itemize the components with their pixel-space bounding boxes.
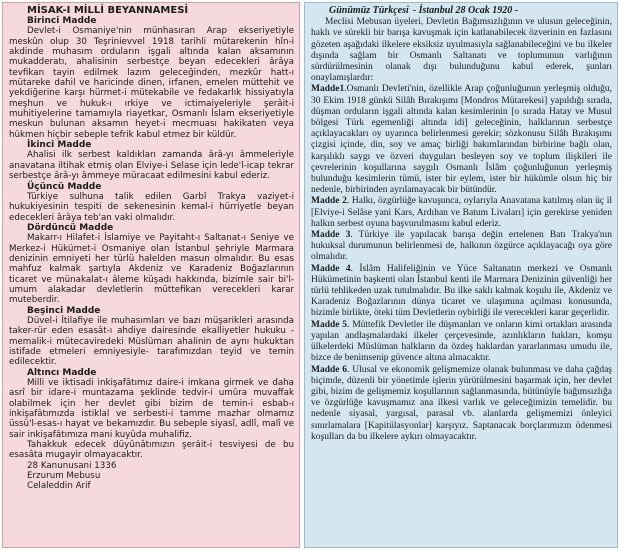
article-paragraph: Makarr-ı Hilafet-i İslamiye ve Payitaht-ı Saltanat-ı Seniye ve Merkez-i Hükümet-i Osmaniye olan İstanbul şehriyle Marmara denizinin emniyeti her türlü halelden masun olmalıdır. Bu esas mahfuz kalmak şartıyla Akdeniz ve Karadeniz Boğazlarının ticaret ve münakalat-ı âleme küşadı hakkında, bizimle sair bi'l-umum alakadar devletlerin müttefikan verecekleri karar muteberdir.	[9, 233, 294, 306]
article-paragraph: Düvel-i İtilafiye ile muhasımları ve bazı müşarikleri arasında taker-rür eden esasât-ı ahdiye dairesinde ekalliyetler hukuku -memalik-i mütecaviredeki Müslüman ahalinin de aynı hukuktan istifade etmeleri emniyesiyle- tarafımızdan teyid ve temin edilecektir.	[9, 315, 294, 368]
article-paragraph: Ahalisi ilk serbest kaldıkları zamanda ârâ-yı âmmeleriyle anavatana iltihak etmiş olan Elviye-i Selase için lede'l-icap tekrar serbestçe ârâ-yı âmmeye müracaat edilmesini kabul ederiz.	[9, 150, 294, 182]
article-paragraph	[311, 230, 612, 264]
article-heading: Beşinci Madde	[27, 305, 101, 316]
article-paragraph: Tahakkuk edecek düyûnâtımızın şerâit-i tesviyesi de bu esasâta mugayir olmayacaktır.	[9, 440, 294, 461]
article-label: Madde 2	[311, 196, 347, 207]
article-paragraph: Türkiye sulhuna talik edilen Garbî Trakya vaziyet-i hukukiyesinin tespiti de sekenesinin kemal-i hürriyetle beyan edecekleri ârâya teb'an vaki olmalıdır.	[9, 191, 294, 223]
translation-date: - İstanbul 28 Ocak 1920 -	[412, 5, 519, 16]
intro-paragraph: Meclisi Mebusan üyeleri, Devletin Bağımsızlığının ve ulusun geleceğinin, haklı ve sürekli bir barışa kavuşmak için katlanabilecek özverinin en fazlasını gözeten aşağıdaki ilkelere eksiksiz uyulmasıyla sağlanabileceğini ve bu ilkeler dışında sağlam bir Osmanlı Saltanatı ve toplumunun varlığının sürdürülmesinin olanak dışı bulunduğunu kabul ederek, şunları onaylamışlardır:	[311, 17, 612, 84]
article-text: . İslâm Halifeliğinin ve Yüce Saltanatın merkezi ve Osmanlı Hükümetinin başkenti olan İstanbul kenti ile Marmara Denizinin güvenliği her türlü tehlikeden uzak tutulmalıdır. Bu ilke saklı kalmak koşulu ile, Akdeniz ve Karadeniz Boğazlarının dünya ticaret ve ulaşımına açılması konusunda, bizimle birlikte, öteki tüm Devletlerin oybirliği ile verecekleri karar geçerlidir.	[311, 263, 612, 319]
article-heading: Üçüncü Madde	[27, 181, 102, 192]
article-text: . Ulusal ve ekonomik gelişmemize olanak bulunması ve daha çağdaş biçimde, düzenli bir yönetimle işlerin yürütülmesini başarmak için, her devlet gibi, bizim de gelişmemiz koşullarının sağlanmasında, bütünüyle bağımsızlığa ve özgürlüğe kavuşmamız ana ilkesi varlık ve geleceğimizin temelidir. bu nedenle siyasal, yargısal, parasal vb. alanlarda gelişmemizi önleyici sınırlamalara [Kapitülasyonlar] karşıyız. Saptanacak borçlarımızın ödenmesi koşulları da bu ilkelere aykırı olmayacaktır.	[311, 364, 612, 442]
article-label: Madde1	[311, 84, 345, 95]
article-text: . Türkiye ile yapılacak barışa değin ertelenen Batı Trakya'nın hukuksal durumunun belirlenmesi de, halkının özgürce açıklayacağı oya göre olmalıdır.	[311, 230, 613, 263]
article-label: Madde 6	[311, 364, 348, 375]
article-paragraph: Milli ve iktisadi inkişafâtımız daire-i imkana girmek ve daha asrî bir idare-i muntazama şeklinde tedvir-i umûra muvaffak olabilmek için her devlet gibi bizim de temin-i esbab-ı inkişafâtımızda istiklal ve serbesti-i tamme mazhar olmamız üssü'l-esas-ı hayat ve bekamızdır. Bu sebeple siyasî, adlî, malî ve sair inkişafâtımıza mani kuyûda muhalifiz.	[9, 378, 294, 440]
article-text: .Osmanlı Devleti'nin, özellikle Arap çoğunluğunun yerleşmiş olduğu, 30 Ekim 1918 günkü Silâh Bırakışımı [Mondros Mütarekesi] yapıldığı sırada, düşman orduların işgali altında kalan kesimlerinin [o sırada Hatay ve Musul bölgesi Türk egemenliği altında idi] geleceğinin, halklarının serbestçe açıklayacakları oy uyarınca belirlenmesi gerekir; sözkonusu Silâh Bırakışımı çizgisi içinde, din, soy ve amaç birliği bakımlarından birbirine bağlı olan, karşılıklı saygı ve özveri duyguları besleyen soy ve toplum ilişkileri ile çevrelerinin koşullarına saygılı Osmanlı İslâm çoğunluğunun yerleşmiş bulunduğu kesimlerin tümü, ister bir eylem, ister bir hükümle olsun hiç bir nedenle, birbirinden ayrılamayacak bir bütündür.	[311, 84, 612, 196]
signature-date: 28 Kanunusani 1336	[27, 460, 117, 471]
article-paragraph	[311, 84, 612, 196]
modern-turkish-column	[304, 2, 618, 548]
ottoman-text-column	[2, 2, 300, 548]
article-text: . Halkı, özgürlüğe kavuşunca, oylarıyla Anavatana katılmış olan üç il [Elviye-i Selâse yani Kars, Ardıhan ve Batum Livaları] için gerekirse yeniden halkın serbest oyuna başvurulmasını kabul ederiz.	[311, 196, 612, 229]
article-label: Madde 4	[311, 263, 351, 274]
article-paragraph	[311, 365, 612, 443]
article-label: Madde 3	[311, 230, 351, 241]
signature-name: Celaleddin Arif	[27, 481, 91, 492]
translation-label: Günümüz Türkçesi	[329, 5, 409, 16]
document-title: MİSAK-I MİLLİ BEYANNAMESİ	[27, 5, 189, 16]
article-paragraph	[311, 196, 612, 230]
article-label: Madde 5	[311, 319, 348, 330]
translation-header	[311, 5, 612, 16]
article-paragraph	[311, 264, 612, 320]
signature-role: Erzurum Mebusu	[27, 471, 101, 482]
article-paragraph: Devlet-i Osmaniye'nin münhasıran Arap ekseriyetiyle meskûn olup 30 Teşrinievvel 1918 tarihli mütarekenin hîn-i akdinde muhasım orduların işgali altında kalan aksamının mukadderatı, ahalisinin serbestçe beyan edecekleri ârâya tevfikan tayin edilmek lazım geleceğinden, mezkûr hatt-ı mütareke dahil ve haricinde dinen, irfanen, emelen müttehit ve yekdiğerine karşı hürmet-i mütekabile ve fedakarlık hissiyatıyla meşhun ve hukuk-ı ırkiye ve ictimaiyeleriyle şerâit-i muhitiyelerine tamamıyla riayetkar, Osmanlı İslam ekseriyetiyle meskun bulunan aksamın heyet-i mecmuası hakikaten veya hükmen hiçbir sebeple tefrik kabul etmez bir küldür.	[9, 26, 294, 140]
article-paragraph	[311, 320, 612, 365]
article-heading: Altıncı Madde	[27, 367, 97, 378]
article-heading: Birinci Madde	[27, 16, 97, 26]
article-heading: Dördüncü Madde	[27, 222, 114, 233]
article-text: . Müttefik Devletler ile düşmanları ve onların kimi ortakları arasında yapılan andlaşmalardaki ilkeler çerçevesinde, azınlıkların hakları, komşu ülkelerdeki Müslüman halkların da özdeş haklardan yararlanması umudu ile, bizce de benimsenip güvence altına alınacaktır.	[311, 319, 612, 364]
article-heading: İkinci Madde	[27, 140, 92, 151]
